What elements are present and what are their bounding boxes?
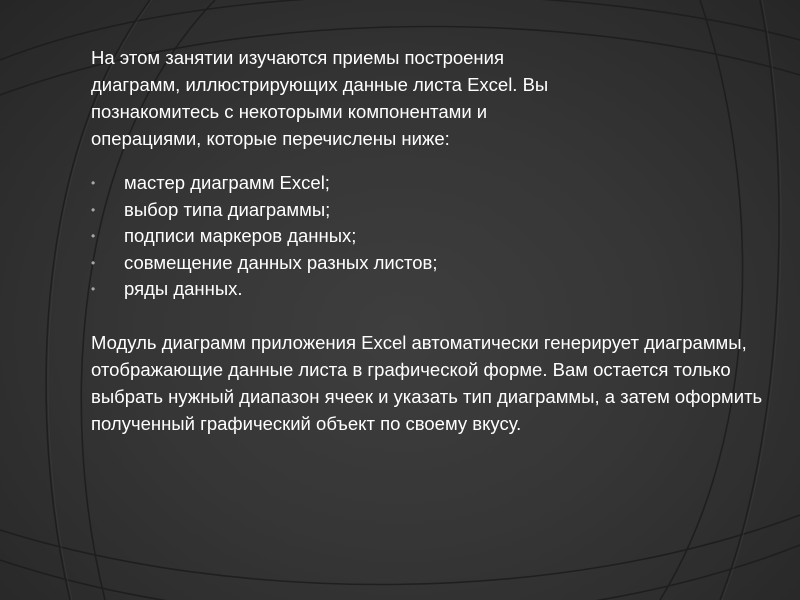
list-item-text: ряды данных. — [124, 278, 243, 299]
list-item-text: совмещение данных разных листов; — [124, 251, 438, 273]
list-item — [91, 197, 771, 224]
arc-bottom — [0, 545, 800, 600]
list-item — [91, 250, 771, 277]
bullet-icon: • — [91, 202, 96, 217]
list-item — [91, 170, 771, 197]
slide-body — [91, 44, 771, 437]
list-item-text: подписи маркеров данных; — [124, 225, 357, 246]
topics-list — [91, 170, 771, 303]
bullet-icon: • — [91, 255, 96, 270]
list-item-text: мастер диаграмм Excel; — [124, 172, 330, 193]
bullet-icon: • — [91, 282, 96, 296]
bullet-icon: • — [91, 176, 96, 190]
bullet-icon: • — [91, 229, 96, 243]
outro-paragraph: Модуль диаграмм приложения Excel автоматически генерирует диаграммы, отображающие данные листа в графической форме. Вам остается только выбрать нужный диапазон ячеек и указать тип диаграммы, а затем оформить полученный графический объект по своему вкусу. — [91, 331, 763, 434]
list-item — [91, 223, 771, 250]
list-item — [91, 276, 771, 303]
arc-bottom-inner — [0, 515, 800, 585]
intro-paragraph: На этом занятии изучаются приемы построения диаграмм, иллюстрирующих данные листа Excel. Вы познакомитесь с некоторыми компонентами и операциями, которые перечислены ниже: — [91, 47, 549, 149]
list-item-text: выбор типа диаграммы; — [124, 198, 331, 220]
